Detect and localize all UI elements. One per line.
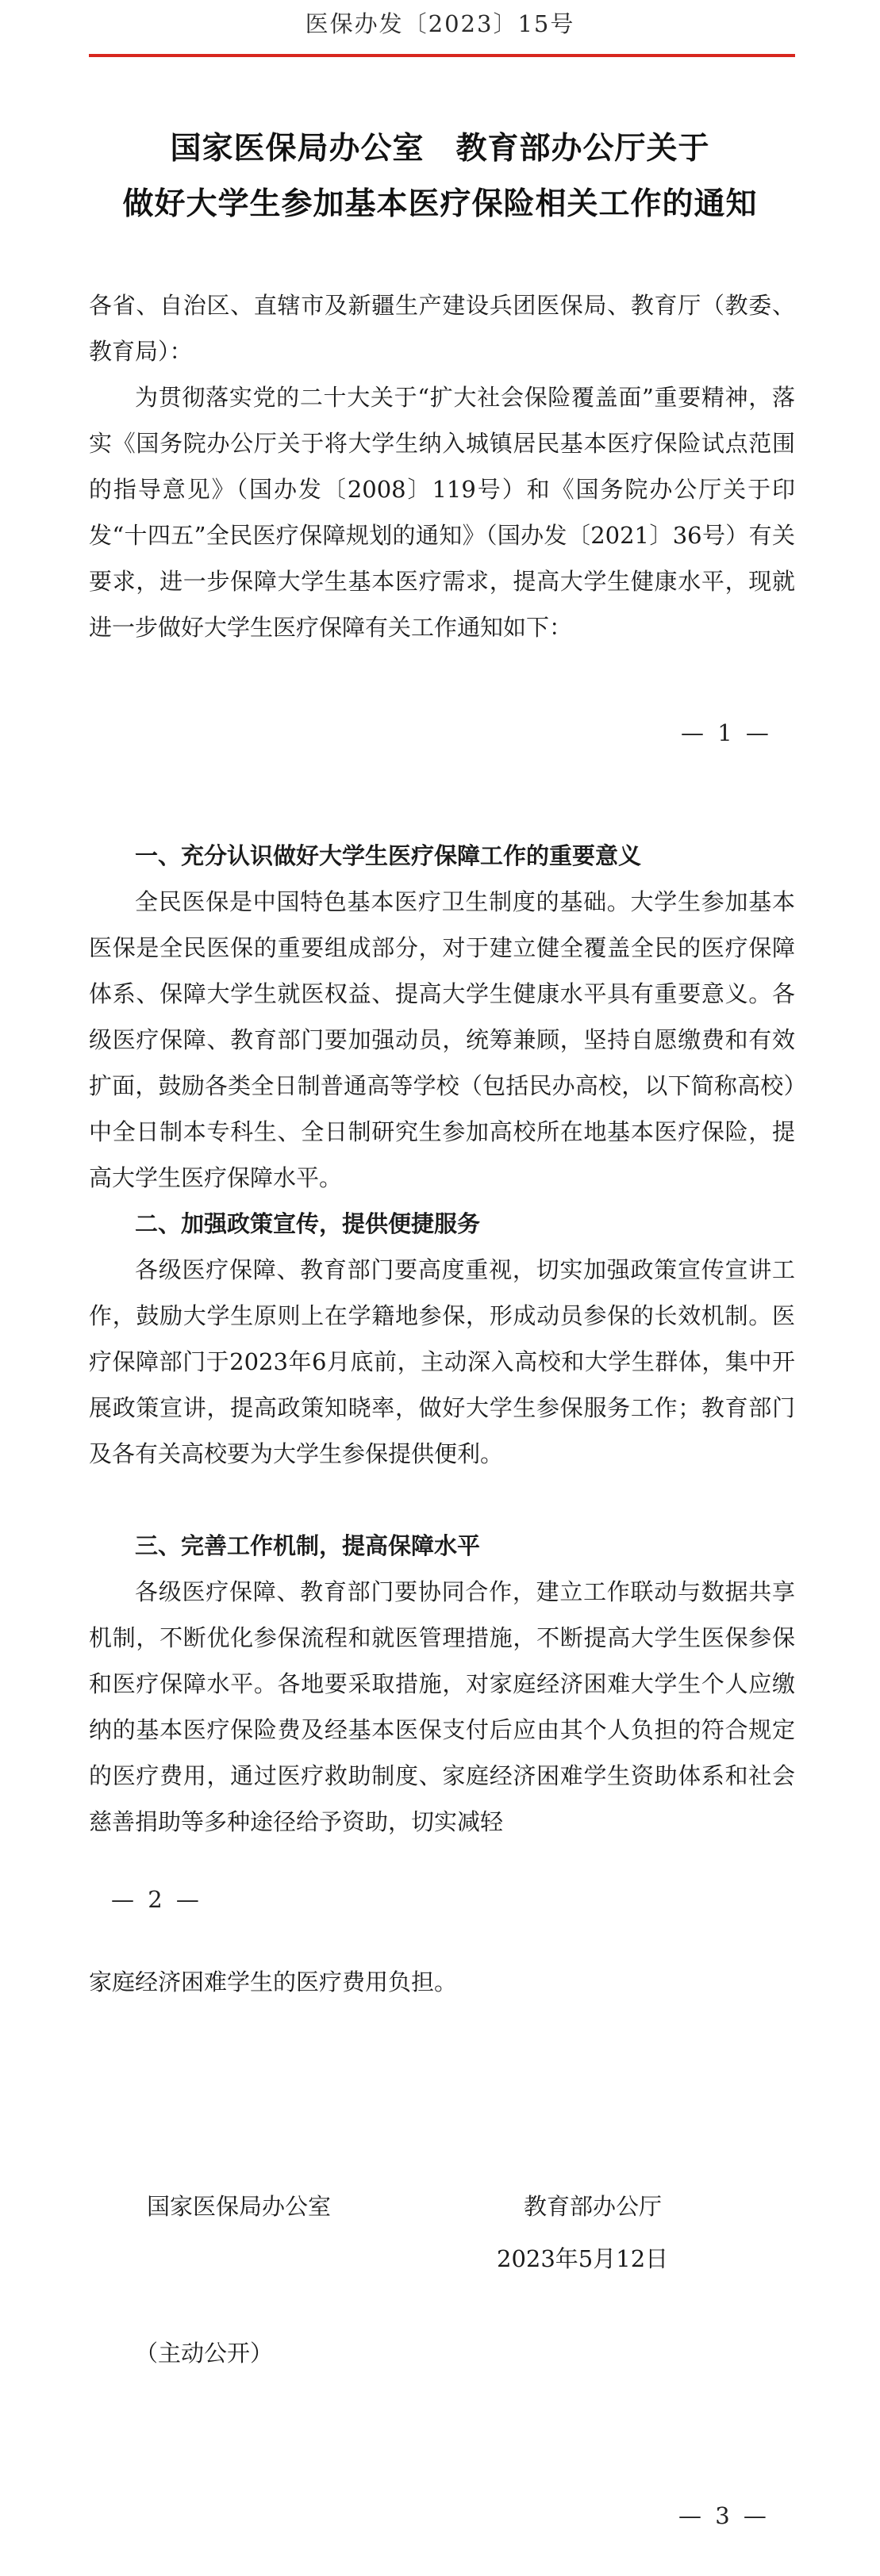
section-3-paragraph: 各级医疗保障、教育部门要协同合作，建立工作联动与数据共享机制，不断优化参保流程和就医管理措施，不断提高大学生医保参保和医疗保障水平。各地要采取措施，对家庭经济困难大学生个人应缴纳的基本医疗保险费及经基本医保支付后应由其个人负担的符合规定的医疗费用，通过医疗救助制度、家庭经济困难学生资助体系和社会慈善捐助等多种途径给予资助，切实减轻 (89, 1578, 795, 1835)
page-number-1: — 1 — (681, 719, 772, 746)
addressee: 各省、自治区、直辖市及新疆生产建设兵团医保局、教育厅（教委、教育局）： (89, 292, 795, 365)
section-2-heading: 二、加强政策宣传，提供便捷服务 (135, 1210, 481, 1237)
section-2-paragraph: 各级医疗保障、教育部门要高度重视，切实加强政策宣传宣讲工作，鼓励大学生原则上在学籍地参保，形成动员参保的长效机制。医疗保障部门于2023年6月底前，主动深入高校和大学生群体，集中开展政策宣讲，提高政策知晓率，做好大学生参保服务工作；教育部门及各有关高校要为大学生参保提供便利。 (89, 1256, 795, 1467)
page-number-2: — 2 — (111, 1886, 202, 1913)
disclosure-note: （主动公开） (135, 2340, 274, 2367)
section-1-paragraph: 全民医保是中国特色基本医疗卫生制度的基础。大学生参加基本医保是全民医保的重要组成部分，对于建立健全覆盖全民的医疗保障体系、保障大学生就医权益、提高大学生健康水平具有重要意义。各级医疗保障、教育部门要加强动员，统筹兼顾，坚持自愿缴费和有效扩面，鼓励各类全日制普通高等学校（包括民办高校，以下简称高校）中全日制本专科生、全日制研究生参加高校所在地基本医疗保险，提高大学生医疗保障水平。 (89, 888, 795, 1191)
header-red-rule (89, 54, 795, 57)
issuer-moe-office: 教育部办公厅 (524, 2193, 663, 2220)
issuer-nhsa-office: 国家医保局办公室 (147, 2193, 332, 2220)
page-number-3: — 3 — (678, 2502, 770, 2529)
section-3-continued: 家庭经济困难学生的医疗费用负担。 (89, 1968, 458, 1995)
document-title-line-1: 国家医保局办公室 教育部办公厅关于 (170, 131, 710, 167)
document-title-line-2: 做好大学生参加基本医疗保险相关工作的通知 (122, 186, 758, 222)
intro-paragraph: 为贯彻落实党的二十大关于“扩大社会保险覆盖面”重要精神，落实《国务院办公厅关于将大学生纳入城镇居民基本医疗保险试点范围的指导意见》（国办发〔2008〕119号）和《国务院办公厅关于印发“十四五”全民医疗保障规划的通知》（国办发〔2021〕36号）有关要求，进一步保障大学生基本医疗需求，提高大学生健康水平，现就进一步做好大学生医疗保障有关工作通知如下： (89, 384, 795, 641)
section-3-heading: 三、完善工作机制，提高保障水平 (135, 1532, 481, 1559)
issue-date: 2023年5月12日 (497, 2245, 669, 2272)
document-number: 医保办发〔2023〕15号 (305, 10, 575, 37)
section-1-heading: 一、充分认识做好大学生医疗保障工作的重要意义 (135, 842, 642, 869)
